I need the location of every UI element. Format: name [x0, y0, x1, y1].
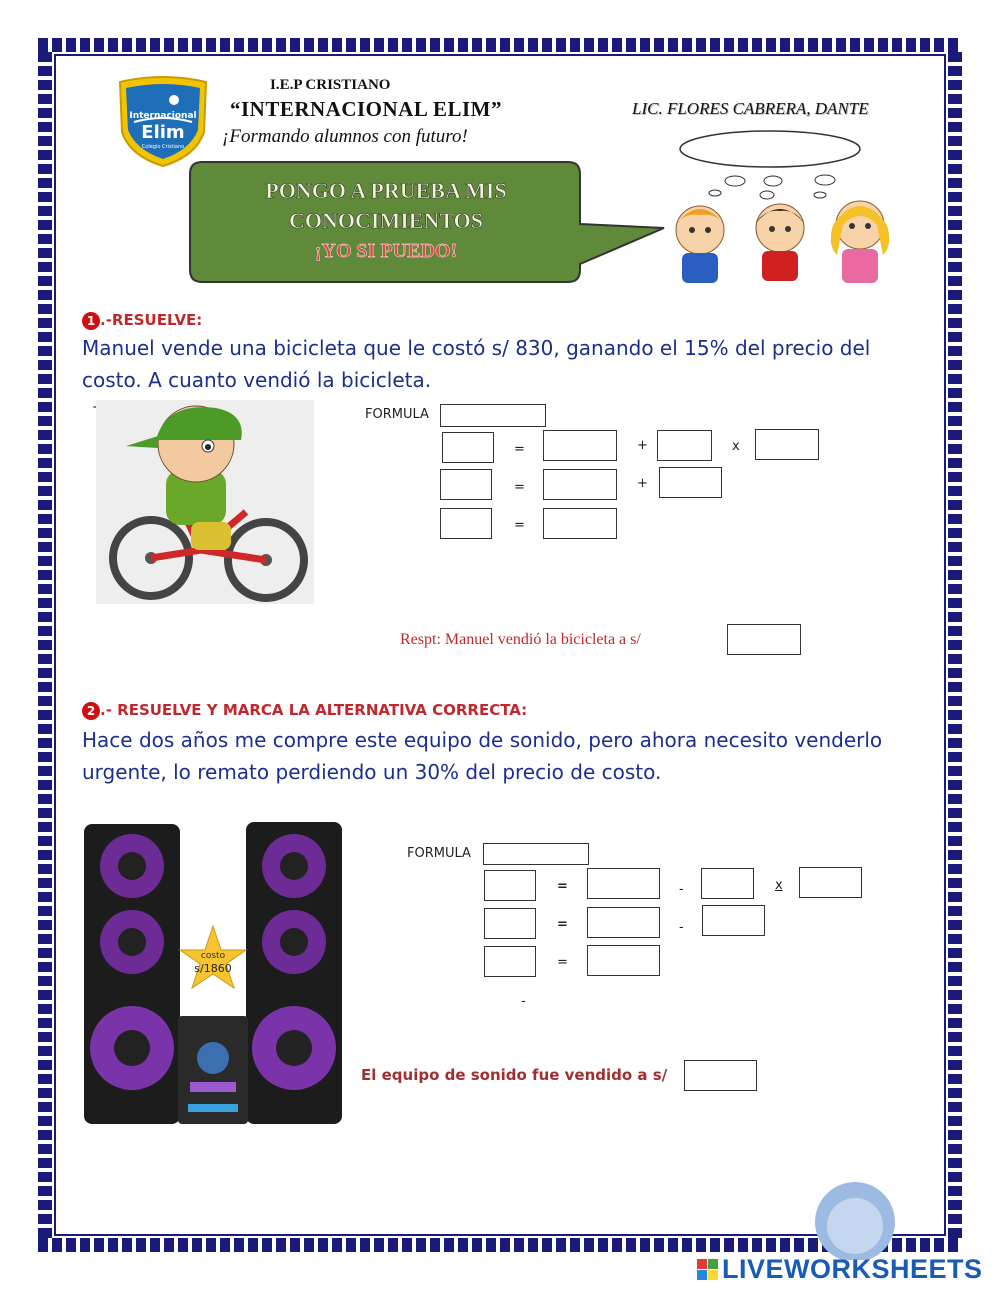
logo-text-top: Internacional	[129, 111, 197, 121]
liveworksheets-logo-icon	[697, 1259, 718, 1280]
q2-row3-eq: =	[557, 955, 568, 970]
q2-row1-eq: =	[557, 879, 568, 894]
boy-bicycle-image	[96, 400, 314, 604]
q1-answer-label: Respt: Manuel vendió la bicicleta a s/	[400, 631, 641, 648]
logo-text-sub: Colegio Cristiano	[141, 144, 185, 150]
q1-row1-box1[interactable]	[442, 432, 494, 463]
q2-title-row	[82, 701, 527, 720]
q1-row3-box2[interactable]	[543, 508, 617, 539]
q2-row1-box4[interactable]	[799, 867, 862, 898]
school-line1: I.E.P CRISTIANO	[270, 77, 391, 93]
q1-text: Manuel vende una bicicleta que le costó s/ 830, ganando el 15% del precio del costo. A cuanto vendió la bicicleta.	[82, 336, 871, 392]
q1-title-row	[82, 311, 202, 330]
q1-row2-box1[interactable]	[440, 469, 492, 500]
banner-line3: ¡YO SI PUEDO!	[314, 240, 458, 262]
q2-formula-label: FORMULA	[407, 846, 471, 861]
q2-row2-box2[interactable]	[587, 907, 660, 938]
decorative-circles	[810, 1180, 900, 1260]
q2-row2-box1[interactable]	[484, 908, 536, 939]
q1-formula-label: FORMULA	[365, 407, 429, 422]
q1-formula-input[interactable]	[440, 404, 546, 427]
q1-number-badge: 1	[82, 312, 100, 330]
q1-answer-input[interactable]	[727, 624, 801, 655]
q2-answer-input[interactable]	[684, 1060, 757, 1091]
banner-line2: CONOCIMIENTOS	[289, 208, 483, 233]
banner-line1: PONGO A PRUEBA MIS	[265, 178, 507, 203]
q1-title: .-RESUELVE:	[100, 311, 203, 329]
q2-title: .- RESUELVE Y MARCA LA ALTERNATIVA CORRECTA:	[100, 701, 528, 719]
q1-row3-eq: =	[514, 518, 525, 533]
star-price: s/1860	[194, 962, 232, 975]
q1-row2-box3[interactable]	[659, 467, 722, 498]
star-label: costo	[200, 951, 226, 961]
q1-row1-eq: =	[514, 442, 525, 457]
q1-row1-times: x	[732, 439, 740, 454]
school-logo	[116, 76, 210, 168]
thinking-kids-illustration	[655, 125, 925, 300]
liveworksheets-footer[interactable]	[697, 1254, 983, 1285]
q2-row3-box2[interactable]	[587, 945, 660, 976]
q1-row2-plus: +	[637, 476, 648, 491]
q2-row1-box3[interactable]	[701, 868, 754, 899]
q2-row2-eq: =	[557, 917, 568, 932]
q2-stray-minus: -	[521, 994, 526, 1009]
q1-plus-mark: +	[92, 400, 103, 414]
q2-row1-box2[interactable]	[587, 868, 660, 899]
q2-formula-input[interactable]	[483, 843, 589, 865]
q2-row2-minus: -	[679, 920, 684, 935]
q2-text: Hace dos años me compre este equipo de sonido, pero ahora necesito venderlo urgente, lo remato perdiendo un 30% del precio de costo.	[82, 728, 883, 784]
q2-answer-label: El equipo de sonido fue vendido a s/	[361, 1066, 668, 1084]
q1-row2-box2[interactable]	[543, 469, 617, 500]
sound-system-image	[80, 820, 348, 1128]
q2-row1-times: x	[775, 878, 783, 893]
q1-row1-box2[interactable]	[543, 430, 617, 461]
logo-text-main: Elim	[141, 122, 185, 143]
school-motto: ¡Formando alumnos con futuro!	[222, 126, 468, 147]
q1-row1-box4[interactable]	[755, 429, 819, 460]
school-line2: “INTERNACIONAL ELIM”	[230, 97, 502, 121]
q2-row2-box3[interactable]	[702, 905, 765, 936]
q1-row3-box1[interactable]	[440, 508, 492, 539]
q2-row3-box1[interactable]	[484, 946, 536, 977]
q1-row1-box3[interactable]	[657, 430, 712, 461]
q2-row1-box1[interactable]	[484, 870, 536, 901]
speech-banner	[190, 176, 582, 266]
q1-row1-plus: +	[637, 438, 648, 453]
q1-row2-eq: =	[514, 480, 525, 495]
liveworksheets-brand: LIVEWORKSHEETS	[722, 1254, 983, 1284]
q2-number-badge: 2	[82, 702, 100, 720]
q2-row1-minus: -	[679, 882, 684, 897]
teacher-name: LIC. FLORES CABRERA, DANTE	[632, 99, 869, 118]
